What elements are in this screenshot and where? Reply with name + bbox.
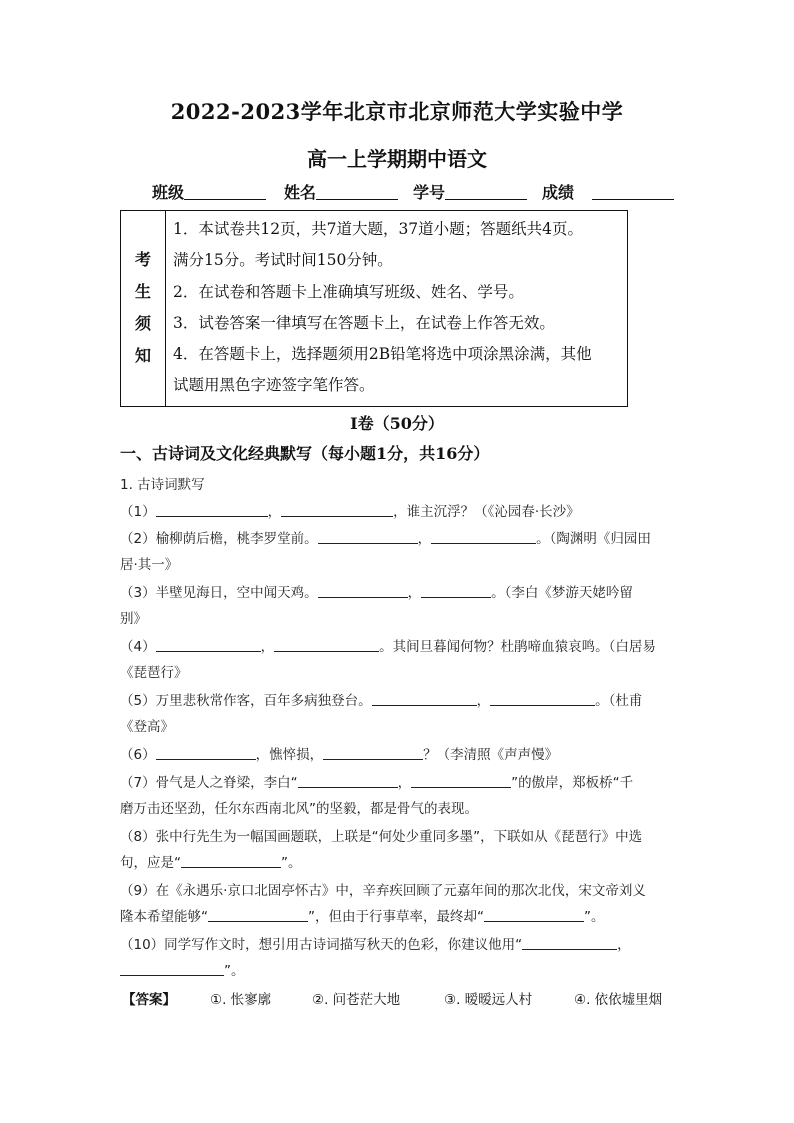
answer-tag: 【答案】 [122, 992, 176, 1008]
student-info-line [152, 180, 682, 204]
question-10: （10）同学写作文时，想引用古诗词描写秋天的色彩，你建议他用“ ， [120, 937, 631, 953]
student-id-field[interactable]: 学号 [413, 180, 527, 203]
answer-blank[interactable] [421, 584, 491, 598]
answer-blank[interactable] [156, 746, 256, 760]
answer-blank[interactable] [120, 962, 224, 976]
class-field[interactable]: 班级 [152, 180, 266, 203]
question-10-cont: ”。 [120, 959, 245, 979]
answer-blank[interactable] [318, 584, 408, 598]
question-7: （7）骨气是人之脊梁，李白“ ， ”的傲岸，郑板桥“千 [120, 775, 634, 791]
answer-blank[interactable] [490, 692, 595, 706]
answer-blank[interactable] [298, 774, 398, 788]
exam-subtitle: 高一上学期期中语文 [307, 147, 487, 171]
answer-item: ②. 问苍茫大地 [312, 992, 401, 1008]
section-title: 一、古诗词及文化经典默写（每小题1分，共16分） [120, 444, 490, 463]
question-2-cont: 居·其一》 [120, 557, 179, 573]
question-1: （1） ， ，谁主沉浮？（《沁园春·长沙》 [120, 504, 580, 520]
name-field[interactable]: 姓名 [284, 180, 398, 203]
answer-blank[interactable] [484, 908, 584, 922]
question-8-cont: 句，应是“ ”。 [120, 855, 302, 871]
answer-blank[interactable] [281, 503, 393, 517]
question-3-cont: 别》 [120, 611, 147, 627]
section-mark: I卷（50分） [350, 414, 444, 433]
answer-blank[interactable] [372, 692, 477, 706]
class-blank[interactable] [184, 183, 266, 200]
answer-blank[interactable] [156, 503, 268, 517]
question-9: （9）在《永遇乐·京口北固亭怀古》中，辛弃疾回顾了元嘉年间的那次北伐，宋文帝刘义 [120, 883, 646, 899]
question-9-cont: 隆本希望能够“ ”，但由于行事草率，最终却“ ”。 [120, 909, 605, 925]
note-line: 满分15分。考试时间150分钟。 [173, 251, 393, 269]
exam-notes-box [120, 210, 628, 407]
exam-title: 2022-2023学年北京市北京师范大学实验中学 [170, 99, 624, 124]
answer-blank[interactable] [318, 530, 418, 544]
question-8: （8）张中行先生为一幅国画题联，上联是“何处少重同多墨”，下联如从《琵琶行》中选 [120, 829, 643, 845]
question-title: 1. 古诗词默写 [120, 477, 205, 493]
question-7-cont: 磨万击还坚劲，任尔东西南北风”的坚毅，都是骨气的表现。 [120, 801, 478, 817]
note-line: 1．本试卷共12页，共7道大题，37道小题；答题纸共4页。 [173, 220, 584, 238]
question-5: （5）万里悲秋常作客，百年多病独登台。 ， 。（杜甫 [120, 693, 643, 709]
note-line: 4．在答题卡上，选择题须用2B铅笔将选中项涂黑涂满，其他 [173, 345, 592, 363]
answer-blank[interactable] [156, 638, 261, 652]
question-3: （3）半壁见海日，空中闻天鸡。 ， 。（李白《梦游天姥吟留 [120, 585, 633, 601]
answer-line [120, 988, 680, 1010]
question-2: （2）榆柳荫后檐，桃李罗堂前。 ， 。（陶渊明《归园田 [120, 531, 651, 547]
answer-blank[interactable] [411, 774, 511, 788]
score-field[interactable]: 成绩 [542, 180, 674, 203]
answer-item: ③. 暧暧远人村 [444, 992, 533, 1008]
answer-blank[interactable] [522, 936, 617, 950]
question-6: （6） ，憔悴损， ？（李清照《声声慢》 [120, 747, 559, 763]
note-line: 2．在试卷和答题卡上准确填写班级、姓名、学号。 [173, 283, 524, 301]
answer-blank[interactable] [181, 854, 281, 868]
answer-blank[interactable] [431, 530, 536, 544]
answer-blank[interactable] [323, 746, 423, 760]
question-4: （4） ， 。其间旦暮闻何物？杜鹃啼血猿哀鸣。（白居易 [120, 639, 656, 655]
score-blank[interactable] [592, 183, 674, 200]
answer-item: ①. 怅寥廓 [210, 992, 272, 1008]
answer-blank[interactable] [208, 908, 308, 922]
name-blank[interactable] [316, 183, 398, 200]
answer-item: ④. 依依墟里烟 [574, 992, 663, 1008]
note-line: 3．试卷答案一律填写在答题卡上，在试卷上作答无效。 [173, 314, 555, 332]
answer-blank[interactable] [274, 638, 379, 652]
question-4-cont: 《琵琶行》 [120, 665, 188, 681]
notes-side-label: 考 生 须 知 [121, 211, 166, 406]
note-line: 试题用黑色字迹签字笔作答。 [173, 376, 375, 394]
student-id-blank[interactable] [445, 183, 527, 200]
question-5-cont: 《登高》 [120, 719, 174, 735]
